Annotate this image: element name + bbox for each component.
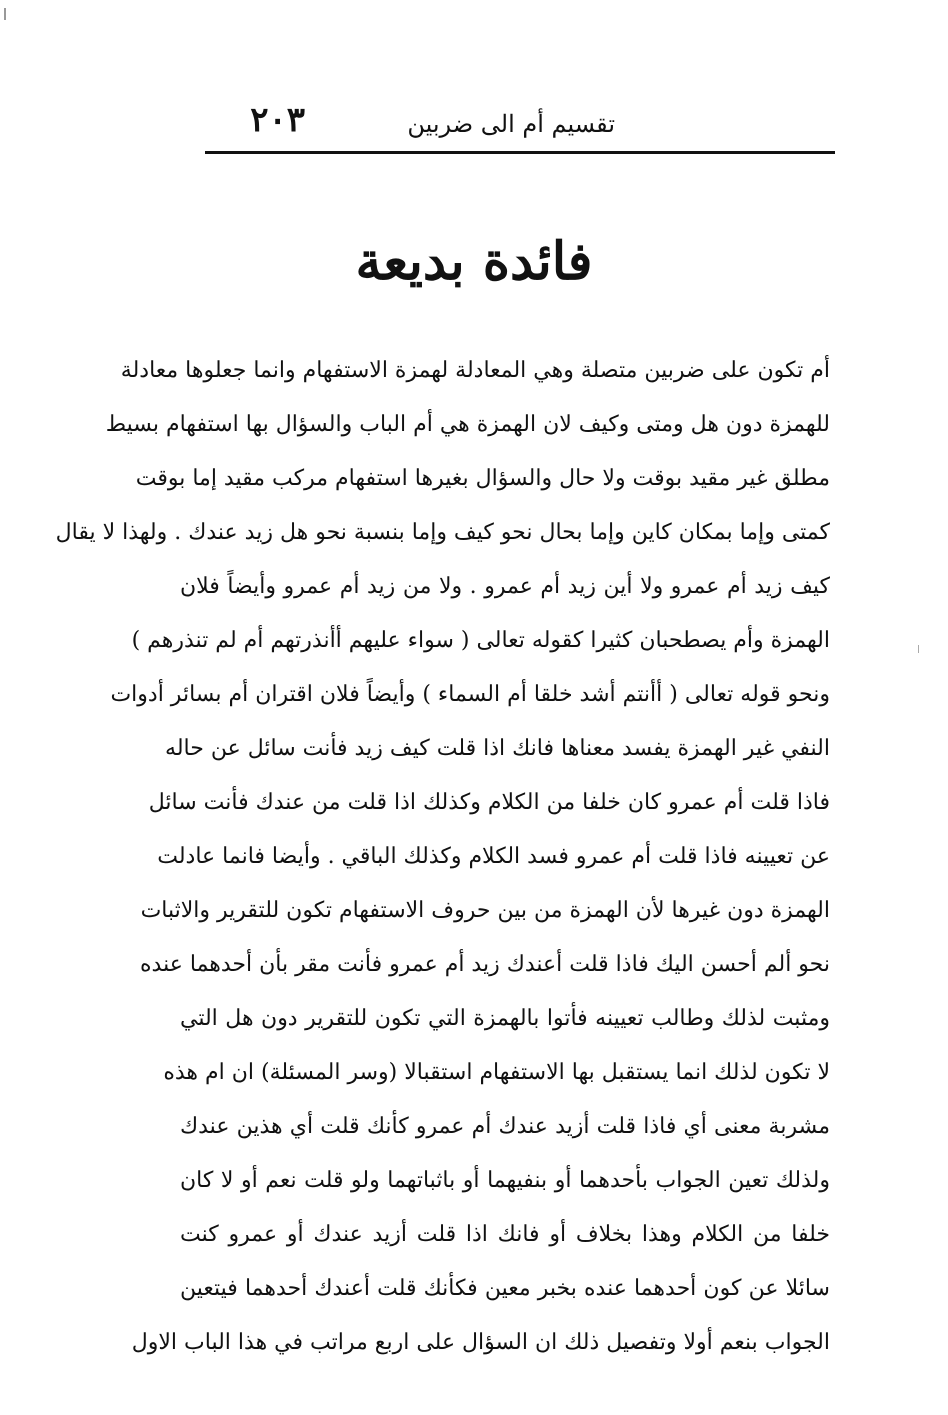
text-line: للهمزة دون هل ومتى وكيف لان الهمزة هي أم الباب والسؤال بها استفهام بسيط bbox=[105, 412, 830, 437]
running-head bbox=[205, 98, 835, 148]
text-line: لا تكون لذلك انما يستقبل بها الاستفهام استقبالا (وسر المسئلة) ان ام هذه bbox=[163, 1060, 830, 1085]
text-line: ومثبت لذلك وطالب تعيينه فأتوا بالهمزة التي تكون للتقرير دون هل التي bbox=[180, 1006, 830, 1031]
margin-mark bbox=[918, 645, 919, 653]
text-line: ونحو قوله تعالى ( أأنتم أشد خلقا أم السماء ) وأيضاً فلان اقتران أم بسائر أدوات bbox=[110, 682, 830, 707]
body-text bbox=[55, 344, 831, 1370]
running-title: تقسيم أم الى ضربين bbox=[407, 110, 615, 138]
section-title: فائدة بديعة bbox=[355, 231, 593, 292]
header-rule bbox=[205, 151, 835, 154]
text-line: أم تكون على ضربين متصلة وهي المعادلة لهمزة الاستفهام وانما جعلوها معادلة bbox=[120, 358, 830, 383]
margin-mark bbox=[4, 8, 6, 20]
text-line: الهمزة دون غيرها لأن الهمزة من بين حروف الاستفهام تكون للتقرير والاثبات bbox=[140, 898, 830, 923]
text-line: نحو ألم أحسن اليك فاذا قلت أعندك زيد أم عمرو فأنت مقر بأن أحدهما عنده bbox=[140, 952, 830, 977]
text-line: فاذا قلت أم عمرو كان خلفا من الكلام وكذلك اذا قلت من عندك فأنت سائل bbox=[148, 790, 830, 815]
text-line: مطلق غير مقيد بوقت ولا حال والسؤال بغيرها استفهام مركب مقيد إما بوقت bbox=[135, 466, 830, 491]
text-line: سائلا عن كون أحدهما عنده بخبر معين فكأنك قلت أعندك أحدهما فيتعين bbox=[180, 1276, 830, 1301]
page-number: ٢٠٣ bbox=[250, 100, 305, 140]
text-line: النفي غير الهمزة يفسد معناها فانك اذا قلت كيف زيد فأنت سائل عن حاله bbox=[165, 736, 830, 761]
text-line: كمتى وإما بمكان كاين وإما بحال نحو كيف وإما بنسبة نحو هل زيد عندك . ولهذا لا يقال bbox=[55, 520, 830, 545]
text-line: ولذلك تعين الجواب بأحدهما أو بنفيهما أو باثباتهما ولو قلت نعم أو لا كان bbox=[180, 1168, 831, 1193]
text-line: كيف زيد أم عمرو ولا أين زيد أم عمرو . ولا من زيد أم عمرو وأيضاً فلان bbox=[180, 574, 830, 599]
text-line: عن تعيينه فاذا قلت أم عمرو فسد الكلام وكذلك الباقي . وأيضا فانما عادلت bbox=[157, 844, 830, 869]
text-line: الجواب بنعم أولا وتفصيل ذلك ان السؤال على اربع مراتب في هذا الباب الاول bbox=[131, 1330, 830, 1355]
text-line: خلفا من الكلام وهذا بخلاف أو فانك اذا قلت أزيد عندك أو عمرو كنت bbox=[180, 1222, 830, 1247]
text-line: مشربة معنى أي فاذا قلت أزيد عندك أم عمرو كأنك قلت أي هذين عندك bbox=[180, 1114, 830, 1139]
text-line: الهمزة وأم يصطحبان كثيرا كقوله تعالى ( سواء عليهم أأنذرتهم أم لم تنذرهم ) bbox=[131, 628, 830, 653]
